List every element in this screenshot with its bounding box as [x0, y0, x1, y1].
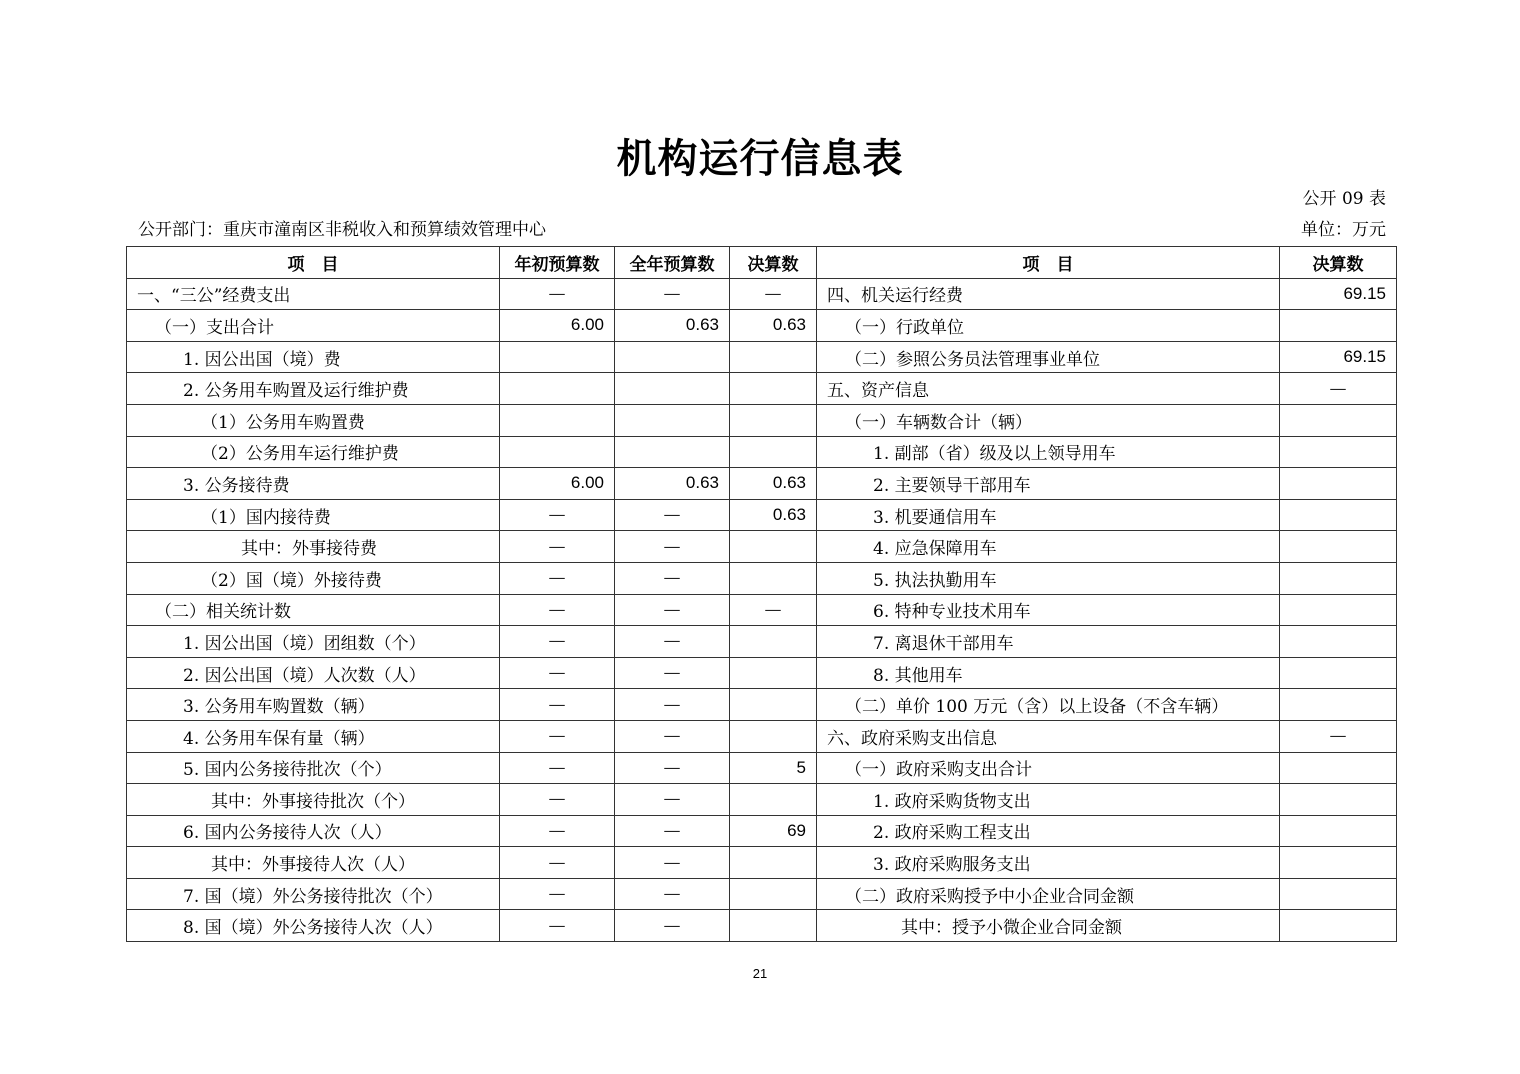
row-item-right: 6. 特种专业技术用车	[817, 594, 1280, 626]
row-item-right: （二）参照公务员法管理事业单位	[817, 341, 1280, 373]
row-initial-budget: —	[500, 594, 615, 626]
table-header-row	[127, 247, 1397, 279]
row-item-left: 7. 国（境）外公务接待批次（个）	[127, 878, 500, 910]
row-item-right: 五、资产信息	[817, 373, 1280, 405]
row-item-left: 2. 因公出国（境）人次数（人）	[127, 657, 500, 689]
row-item-right: 5. 执法执勤用车	[817, 562, 1280, 594]
row-item-right: 4. 应急保障用车	[817, 531, 1280, 563]
row-item-left: 1. 因公出国（境）费	[127, 341, 500, 373]
row-initial-budget	[500, 404, 615, 436]
row-annual-budget: —	[615, 594, 730, 626]
page-title: 机构运行信息表	[616, 135, 904, 182]
table-body	[127, 278, 1397, 941]
row-item-right: 四、机关运行经费	[817, 278, 1280, 310]
row-final-left: —	[730, 278, 817, 310]
row-annual-budget: —	[615, 626, 730, 658]
row-final-left	[730, 341, 817, 373]
header-final-accounts-right: 决算数	[1280, 247, 1397, 279]
row-initial-budget: —	[500, 657, 615, 689]
row-final-left	[730, 657, 817, 689]
row-item-right: 六、政府采购支出信息	[817, 720, 1280, 752]
row-item-right: 1. 副部（省）级及以上领导用车	[817, 436, 1280, 468]
row-annual-budget: —	[615, 720, 730, 752]
row-final-left: 0.63	[730, 499, 817, 531]
row-item-left: 3. 公务接待费	[127, 468, 500, 500]
row-final-left: 69	[730, 815, 817, 847]
row-final-right	[1280, 310, 1397, 342]
row-final-left: 0.63	[730, 310, 817, 342]
table-row	[127, 531, 1397, 563]
row-item-left: 3. 公务用车购置数（辆）	[127, 689, 500, 721]
row-annual-budget: —	[615, 689, 730, 721]
row-item-right: 1. 政府采购货物支出	[817, 784, 1280, 816]
table-row	[127, 847, 1397, 879]
row-annual-budget: 0.63	[615, 468, 730, 500]
row-final-right	[1280, 910, 1397, 942]
row-item-right: （二）政府采购授予中小企业合同金额	[817, 878, 1280, 910]
row-final-right	[1280, 657, 1397, 689]
row-final-right	[1280, 815, 1397, 847]
row-final-left	[730, 626, 817, 658]
row-final-right: 69.15	[1280, 278, 1397, 310]
row-item-left: 2. 公务用车购置及运行维护费	[127, 373, 500, 405]
form-number: 公开 09 表	[1302, 189, 1386, 209]
row-initial-budget	[500, 373, 615, 405]
row-initial-budget: —	[500, 720, 615, 752]
row-final-left	[730, 878, 817, 910]
row-annual-budget: —	[615, 278, 730, 310]
row-final-left	[730, 689, 817, 721]
row-item-left: 4. 公务用车保有量（辆）	[127, 720, 500, 752]
row-final-left	[730, 910, 817, 942]
row-final-right	[1280, 531, 1397, 563]
row-final-left: 0.63	[730, 468, 817, 500]
row-final-right	[1280, 752, 1397, 784]
row-initial-budget: —	[500, 531, 615, 563]
table-row	[127, 499, 1397, 531]
table-row	[127, 657, 1397, 689]
row-final-right	[1280, 878, 1397, 910]
table-row	[127, 436, 1397, 468]
row-final-right	[1280, 468, 1397, 500]
row-initial-budget: —	[500, 626, 615, 658]
row-initial-budget: —	[500, 689, 615, 721]
row-final-left	[730, 373, 817, 405]
row-item-right: 其中：授予小微企业合同金额	[817, 910, 1280, 942]
row-final-left	[730, 531, 817, 563]
header-annual-budget: 全年预算数	[615, 247, 730, 279]
table-row	[127, 815, 1397, 847]
row-final-right	[1280, 436, 1397, 468]
row-item-left: 一、“三公”经费支出	[127, 278, 500, 310]
row-annual-budget: —	[615, 878, 730, 910]
row-initial-budget: —	[500, 752, 615, 784]
row-item-right: 3. 政府采购服务支出	[817, 847, 1280, 879]
header-initial-budget: 年初预算数	[500, 247, 615, 279]
department-label: 公开部门：重庆市潼南区非税收入和预算绩效管理中心	[138, 220, 546, 240]
row-initial-budget: —	[500, 784, 615, 816]
row-annual-budget: —	[615, 910, 730, 942]
row-initial-budget: —	[500, 278, 615, 310]
row-initial-budget: —	[500, 815, 615, 847]
table-row	[127, 720, 1397, 752]
info-table	[126, 246, 1397, 942]
row-annual-budget: —	[615, 499, 730, 531]
table-row	[127, 594, 1397, 626]
page-number: 21	[752, 966, 768, 981]
row-item-left: （1）国内接待费	[127, 499, 500, 531]
row-initial-budget: 6.00	[500, 468, 615, 500]
row-final-left: —	[730, 594, 817, 626]
row-final-right	[1280, 499, 1397, 531]
row-annual-budget: —	[615, 531, 730, 563]
unit-label: 单位：万元	[1301, 220, 1386, 240]
row-annual-budget: —	[615, 752, 730, 784]
row-final-left: 5	[730, 752, 817, 784]
row-final-right	[1280, 404, 1397, 436]
table-row	[127, 562, 1397, 594]
row-final-left	[730, 847, 817, 879]
row-item-right: 7. 离退休干部用车	[817, 626, 1280, 658]
row-annual-budget	[615, 436, 730, 468]
header-final-accounts-left: 决算数	[730, 247, 817, 279]
row-item-left: （1）公务用车购置费	[127, 404, 500, 436]
row-final-left	[730, 720, 817, 752]
row-initial-budget: —	[500, 847, 615, 879]
row-final-right	[1280, 594, 1397, 626]
row-annual-budget	[615, 341, 730, 373]
row-initial-budget: —	[500, 878, 615, 910]
table-row	[127, 278, 1397, 310]
row-item-right: （二）单价 100 万元（含）以上设备（不含车辆）	[817, 689, 1280, 721]
row-item-right: （一）政府采购支出合计	[817, 752, 1280, 784]
row-item-left: 6. 国内公务接待人次（人）	[127, 815, 500, 847]
table-row	[127, 689, 1397, 721]
row-item-left: （2）国（境）外接待费	[127, 562, 500, 594]
row-initial-budget	[500, 436, 615, 468]
table-row	[127, 341, 1397, 373]
table-row	[127, 626, 1397, 658]
table-row	[127, 373, 1397, 405]
row-annual-budget	[615, 404, 730, 436]
row-initial-budget: —	[500, 910, 615, 942]
row-annual-budget: —	[615, 815, 730, 847]
row-final-left	[730, 436, 817, 468]
row-annual-budget: —	[615, 657, 730, 689]
row-item-right: 2. 政府采购工程支出	[817, 815, 1280, 847]
row-final-left	[730, 404, 817, 436]
header-item-left: 项 目	[127, 247, 500, 279]
row-annual-budget: —	[615, 847, 730, 879]
row-annual-budget	[615, 373, 730, 405]
row-item-right: 8. 其他用车	[817, 657, 1280, 689]
table-row	[127, 752, 1397, 784]
row-item-right: 2. 主要领导干部用车	[817, 468, 1280, 500]
row-item-right: （一）行政单位	[817, 310, 1280, 342]
row-item-left: 其中：外事接待费	[127, 531, 500, 563]
row-final-right: —	[1280, 373, 1397, 405]
row-item-left: 其中：外事接待人次（人）	[127, 847, 500, 879]
table-row	[127, 910, 1397, 942]
header-item-right: 项 目	[817, 247, 1280, 279]
row-annual-budget: 0.63	[615, 310, 730, 342]
table-row	[127, 468, 1397, 500]
row-initial-budget	[500, 341, 615, 373]
row-item-right: 3. 机要通信用车	[817, 499, 1280, 531]
table-row	[127, 310, 1397, 342]
row-item-right: （一）车辆数合计（辆）	[817, 404, 1280, 436]
row-final-right	[1280, 847, 1397, 879]
table-row	[127, 404, 1397, 436]
row-final-right: —	[1280, 720, 1397, 752]
row-initial-budget: 6.00	[500, 310, 615, 342]
row-annual-budget: —	[615, 784, 730, 816]
row-final-left	[730, 562, 817, 594]
row-initial-budget: —	[500, 499, 615, 531]
row-final-right	[1280, 626, 1397, 658]
row-item-left: 1. 因公出国（境）团组数（个）	[127, 626, 500, 658]
row-item-left: （一）支出合计	[127, 310, 500, 342]
row-item-left: 5. 国内公务接待批次（个）	[127, 752, 500, 784]
table-row	[127, 878, 1397, 910]
row-final-right	[1280, 689, 1397, 721]
row-final-left	[730, 784, 817, 816]
row-final-right	[1280, 562, 1397, 594]
row-final-right	[1280, 784, 1397, 816]
row-final-right: 69.15	[1280, 341, 1397, 373]
row-item-left: （2）公务用车运行维护费	[127, 436, 500, 468]
row-item-left: （二）相关统计数	[127, 594, 500, 626]
row-item-left: 其中：外事接待批次（个）	[127, 784, 500, 816]
row-item-left: 8. 国（境）外公务接待人次（人）	[127, 910, 500, 942]
row-annual-budget: —	[615, 562, 730, 594]
row-initial-budget: —	[500, 562, 615, 594]
table-row	[127, 784, 1397, 816]
